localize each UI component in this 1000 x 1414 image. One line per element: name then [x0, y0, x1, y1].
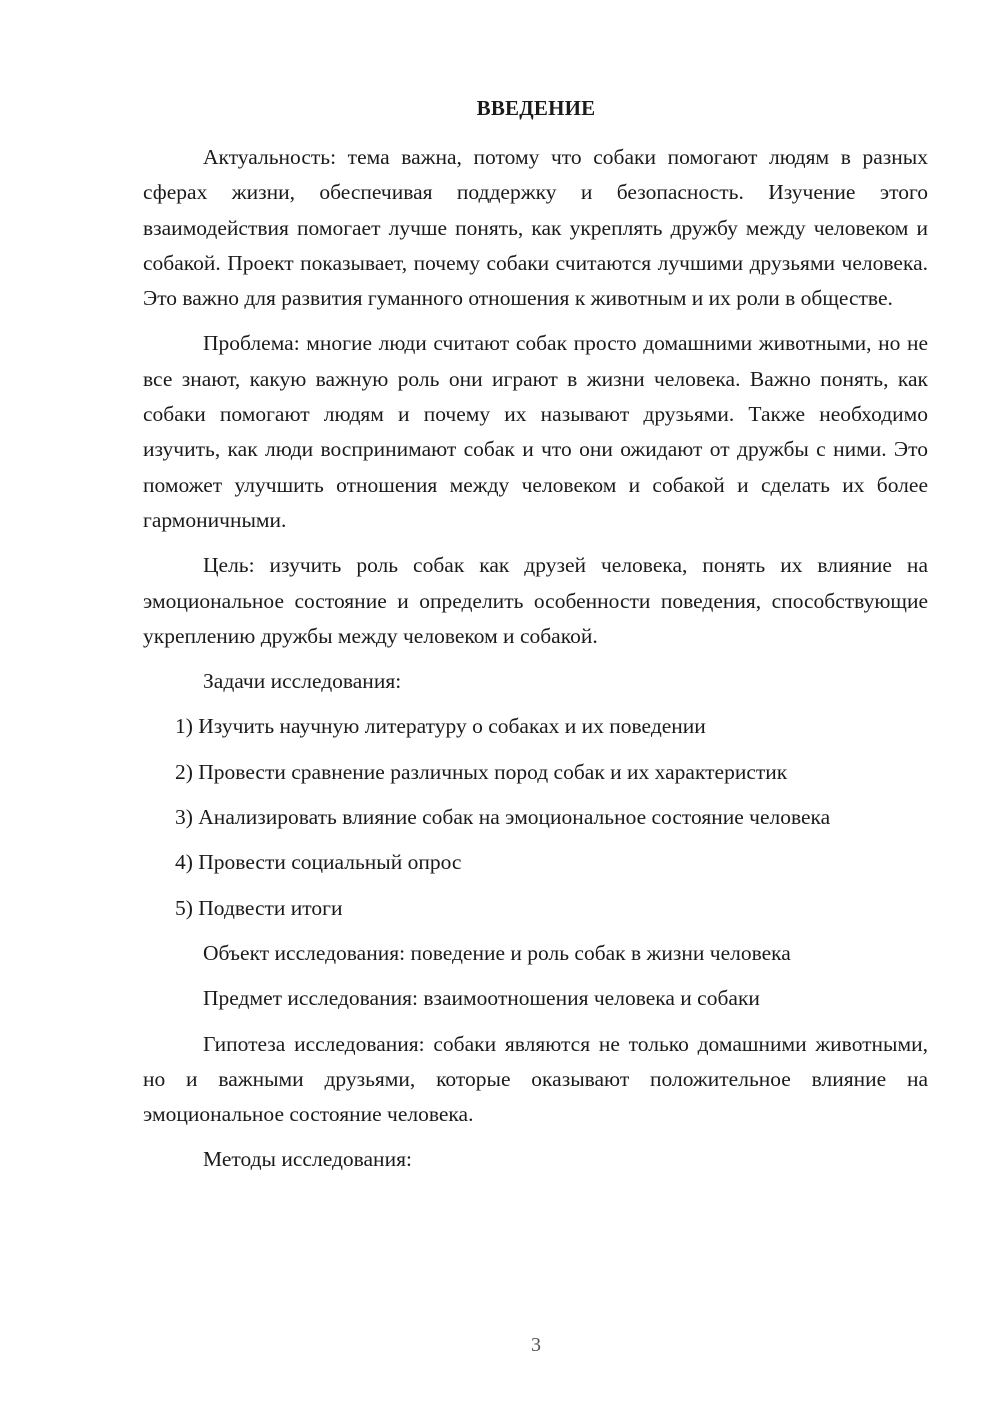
task-item: 4) Провести социальный опрос: [175, 850, 462, 875]
task-item: 2) Провести сравнение различных пород собак и их характеристик: [175, 759, 788, 784]
subject-paragraph: Предмет исследования: взаимоотношения человека и собаки: [203, 986, 760, 1011]
goal-paragraph: Цель: изучить роль собак как друзей человека, понять их влияние на эмоциональное состояние и определить особенности поведения, способствующие укреплению дружбы между человеком и собакой.: [143, 553, 928, 648]
problem-paragraph: Проблема: многие люди считают собак просто домашними животными, но не все знают, какую важную роль они играют в жизни человека. Важно понять, как собаки помогают людям и почему их называют друзьями. Также необходимо изучить, как люди воспринимают собак и что они ожидают от дружбы с ними. Это поможет улучшить отношения между человеком и собакой и сделать их более гармоничными.: [143, 331, 928, 532]
document-body: [143, 140, 928, 1178]
hypothesis-paragraph: Гипотеза исследования: собаки являются не только домашними животными, но и важными друзьями, которые оказывают положительное влияние на эмоциональное состояние человека.: [143, 1031, 928, 1127]
task-item: 5) Подвести итоги: [175, 895, 343, 920]
page-number: 3: [531, 1334, 541, 1356]
tasks-heading: Задачи исследования:: [203, 669, 402, 694]
methods-heading: Методы исследования:: [203, 1147, 412, 1172]
section-title: ВВЕДЕНИЕ: [476, 96, 596, 120]
task-item: 1) Изучить научную литературу о собаках и их поведении: [175, 714, 706, 739]
task-item: 3) Анализировать влияние собак на эмоциональное состояние человека: [175, 805, 831, 830]
object-paragraph: Объект исследования: поведение и роль собак в жизни человека: [203, 940, 791, 965]
relevance-paragraph: Актуальность: тема важна, потому что собаки помогают людям в разных сферах жизни, обеспечивая поддержку и безопасность. Изучение этого взаимодействия помогает лучше понять, как укреплять дружбу между человеком и собакой. Проект показывает, почему собаки считаются лучшими друзьями человека. Это важно для развития гуманного отношения к животным и их роли в обществе.: [143, 145, 928, 311]
